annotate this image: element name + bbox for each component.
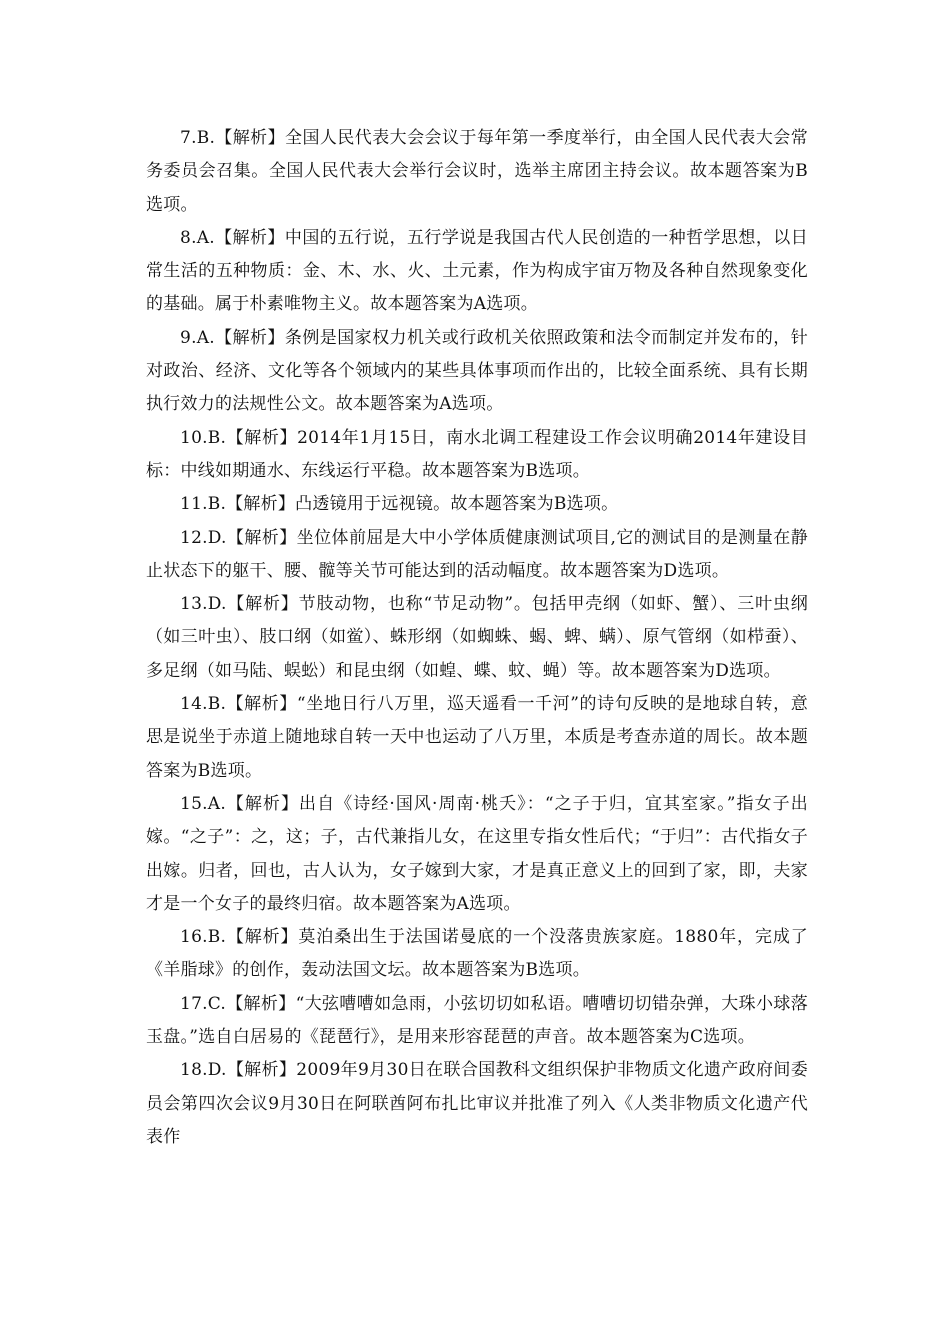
paragraph-q17: 17.C.【解析】“大弦嘈嘈如急雨，小弦切切如私语。嘈嘈切切错杂弹，大珠小球落玉盘。”选自白居易的《琵琶行》，是用来形容琵琶的声音。故本题答案为C选项。	[146, 993, 808, 1048]
paragraph-q14: 14.B.【解析】“坐地日行八万里，巡天遥看一千河”的诗句反映的是地球自转，意思是说坐于赤道上随地球自转一天中也运动了八万里，本质是考查赤道的周长。故本题答案为B选项。	[146, 694, 808, 781]
paragraph-q18: 18.D.【解析】2009年9月30日在联合国教科文组织保护非物质文化遗产政府间委员会第四次会议9月30日在阿联酋阿布扎比审议并批准了列入《人类非物质文化遗产代表作	[146, 1060, 808, 1147]
paragraph-q11: 11.B.【解析】凸透镜用于远视镜。故本题答案为B选项。	[180, 494, 619, 515]
paragraph-q15: 15.A.【解析】出自《诗经·国风·周南·桃夭》：“之子于归，宜其室家。”指女子出嫁。“之子”：之，这；子，古代兼指儿女，在这里专指女性后代；“于归”：古代指女子出嫁。归者，回也，古人认为，女子嫁到大家，才是真正意义上的回到了家，即，夫家才是一个女子的最终归宿。故本题答案为A选项。	[146, 793, 808, 914]
paragraph-q9: 9.A.【解析】条例是国家权力机关或行政机关依照政策和法令而制定并发布的，针对政治、经济、文化等各个领域内的某些具体事项而作出的，比较全面系统、具有长期执行效力的法规性公文。故本题答案为A选项。	[146, 327, 808, 415]
paragraph-q12: 12.D.【解析】坐位体前屈是大中小学体质健康测试项目,它的测试目的是测量在静止状态下的躯干、腰、髋等关节可能达到的活动幅度。故本题答案为D选项。	[146, 527, 808, 581]
paragraph-q16: 16.B.【解析】莫泊桑出生于法国诺曼底的一个没落贵族家庭。1880年，完成了《羊脂球》的创作，轰动法国文坛。故本题答案为B选项。	[146, 927, 808, 981]
answer-explanations	[146, 122, 808, 1154]
paragraph-q8: 8.A.【解析】中国的五行说，五行学说是我国古代人民创造的一种哲学思想，以日常生活的五种物质：金、木、水、火、土元素，作为构成宇宙万物及各种自然现象变化的基础。属于朴素唯物主义。故本题答案为A选项。	[146, 227, 808, 315]
paragraph-q7: 7.B.【解析】全国人民代表大会会议于每年第一季度举行，由全国人民代表大会常务委员会召集。全国人民代表大会举行会议时，选举主席团主持会议。故本题答案为B选项。	[146, 128, 808, 215]
paragraph-q10: 10.B.【解析】2014年1月15日，南水北调工程建设工作会议明确2014年建设目标：中线如期通水、东线运行平稳。故本题答案为B选项。	[146, 427, 808, 481]
paragraph-q13: 13.D.【解析】节肢动物，也称“节足动物”。包括甲壳纲（如虾、蟹）、三叶虫纲（如三叶虫）、肢口纲（如鲎）、蛛形纲（如蜘蛛、蝎、蜱、螨）、原气管纲（如栉蚕）、多足纲（如马陆、蜈蚣）和昆虫纲（如蝗、蝶、蚊、蝇）等。故本题答案为D选项。	[146, 594, 808, 681]
